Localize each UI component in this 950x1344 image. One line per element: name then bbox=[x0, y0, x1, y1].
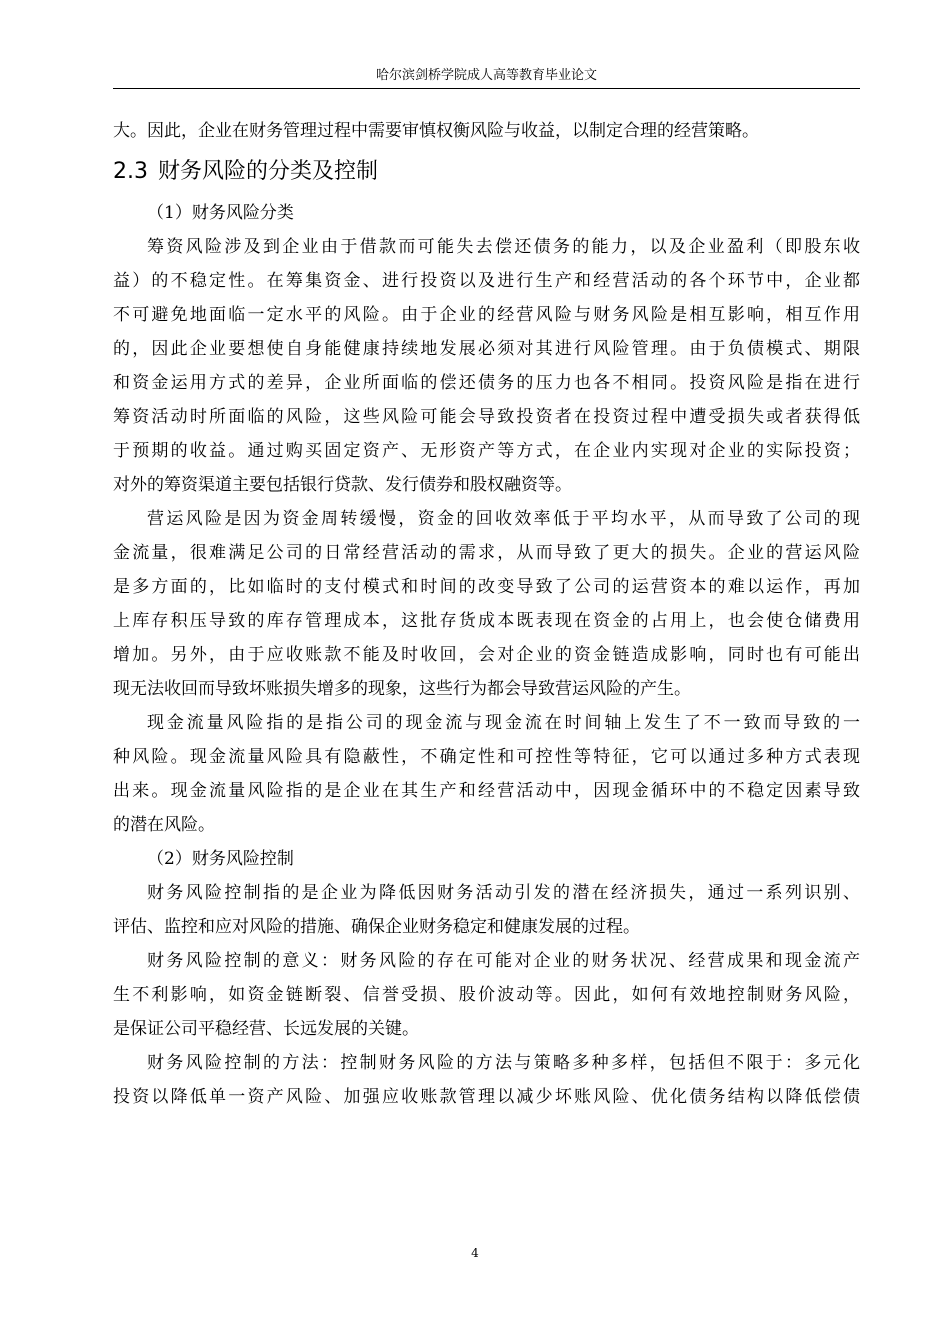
paragraph-line: 现无法收回而导致坏账损失增多的现象，这些行为都会导致营运风险的产生。 bbox=[113, 679, 691, 699]
running-header: 哈尔滨剑桥学院成人高等教育毕业论文 bbox=[113, 64, 860, 89]
subsection-heading-control: （2）财务风险控制 bbox=[147, 849, 294, 869]
paragraph-cash-flow-risk bbox=[113, 706, 860, 842]
paragraph-line: 投资以降低单一资产风险、加强应收账款管理以减少坏账风险、优化债务结构以降低偿债 bbox=[113, 1087, 860, 1107]
paragraph-operating-risk bbox=[113, 502, 860, 706]
paragraph-line: 现金流量风险指的是指公司的现金流与现金流在时间轴上发生了不一致而导致的一 bbox=[147, 713, 860, 733]
paragraph-control-definition bbox=[113, 876, 860, 944]
paragraph-line: 出来。现金流量风险指的是企业在其生产和经营活动中，因现金循环中的不稳定因素导致 bbox=[113, 781, 860, 801]
paragraph-line: 种风险。现金流量风险具有隐蔽性，不确定性和可控性等特征，它可以通过多种方式表现 bbox=[113, 747, 860, 767]
paragraph-line: 上库存积压导致的库存管理成本，这批存货成本既表现在资金的占用上，也会使仓储费用 bbox=[113, 611, 860, 631]
subsection-heading-classification: （1）财务风险分类 bbox=[147, 203, 294, 223]
paragraph-line: 评估、监控和应对风险的措施、确保企业财务稳定和健康发展的过程。 bbox=[113, 917, 640, 937]
paragraph-line: 益）的不稳定性。在筹集资金、进行投资以及进行生产和经营活动的各个环节中，企业都 bbox=[113, 271, 860, 291]
paragraph-line: 财务风险控制指的是企业为降低因财务活动引发的潜在经济损失，通过一系列识别、 bbox=[147, 883, 860, 903]
paragraph-line: 和资金运用方式的差异，企业所面临的偿还债务的压力也各不相同。投资风险是指在进行 bbox=[113, 373, 860, 393]
paragraph-line: 不可避免地面临一定水平的风险。由于企业的经营风险与财务风险是相互影响，相互作用 bbox=[113, 305, 860, 325]
paragraph-line: 筹资风险涉及到企业由于借款而可能失去偿还债务的能力，以及企业盈利（即股东收 bbox=[147, 237, 860, 257]
paragraph-line: 是保证公司平稳经营、长远发展的关键。 bbox=[113, 1019, 419, 1039]
paragraph-line: 金流量，很难满足公司的日常经营活动的需求，从而导致了更大的损失。企业的营运风险 bbox=[113, 543, 860, 563]
paragraph-line: 财务风险控制的意义：财务风险的存在可能对企业的财务状况、经营成果和现金流产 bbox=[147, 951, 860, 971]
paragraph-line: 营运风险是因为资金周转缓慢，资金的回收效率低于平均水平，从而导致了公司的现 bbox=[147, 509, 860, 529]
paragraph-control-significance bbox=[113, 944, 860, 1046]
paragraph-financing-risk bbox=[113, 230, 860, 502]
paragraph-line: 筹资活动时所面临的风险，这些风险可能会导致投资者在投资过程中遭受损失或者获得低 bbox=[113, 407, 860, 427]
section-title: 财务风险的分类及控制 bbox=[158, 159, 379, 184]
continuation-line: 大。因此，企业在财务管理过程中需要审慎权衡风险与收益，以制定合理的经营策略。 bbox=[113, 121, 759, 141]
paragraph-line: 财务风险控制的方法：控制财务风险的方法与策略多种多样，包括但不限于：多元化 bbox=[147, 1053, 860, 1073]
section-heading bbox=[113, 148, 860, 196]
page-number: 4 bbox=[471, 1246, 479, 1260]
section-number: 2.3 bbox=[113, 159, 148, 184]
paragraph-line: 生不利影响，如资金链断裂、信誉受损、股价波动等。因此，如何有效地控制财务风险， bbox=[113, 985, 860, 1005]
paragraph-line: 的，因此企业要想使自身能健康持续地发展必须对其进行风险管理。由于负债模式、期限 bbox=[113, 339, 860, 359]
paragraph-line: 的潜在风险。 bbox=[113, 815, 215, 835]
paragraph-line: 是多方面的，比如临时的支付模式和时间的改变导致了公司的运营资本的难以运作，再加 bbox=[113, 577, 860, 597]
paragraph-line: 增加。另外，由于应收账款不能及时收回，会对企业的资金链造成影响，同时也有可能出 bbox=[113, 645, 860, 665]
paragraph-line: 对外的筹资渠道主要包括银行贷款、发行债券和股权融资等。 bbox=[113, 475, 572, 495]
paragraph-control-methods bbox=[113, 1046, 860, 1114]
paragraph-line: 于预期的收益。通过购买固定资产、无形资产等方式，在企业内实现对企业的实际投资； bbox=[113, 441, 860, 461]
document-body bbox=[113, 114, 860, 1114]
